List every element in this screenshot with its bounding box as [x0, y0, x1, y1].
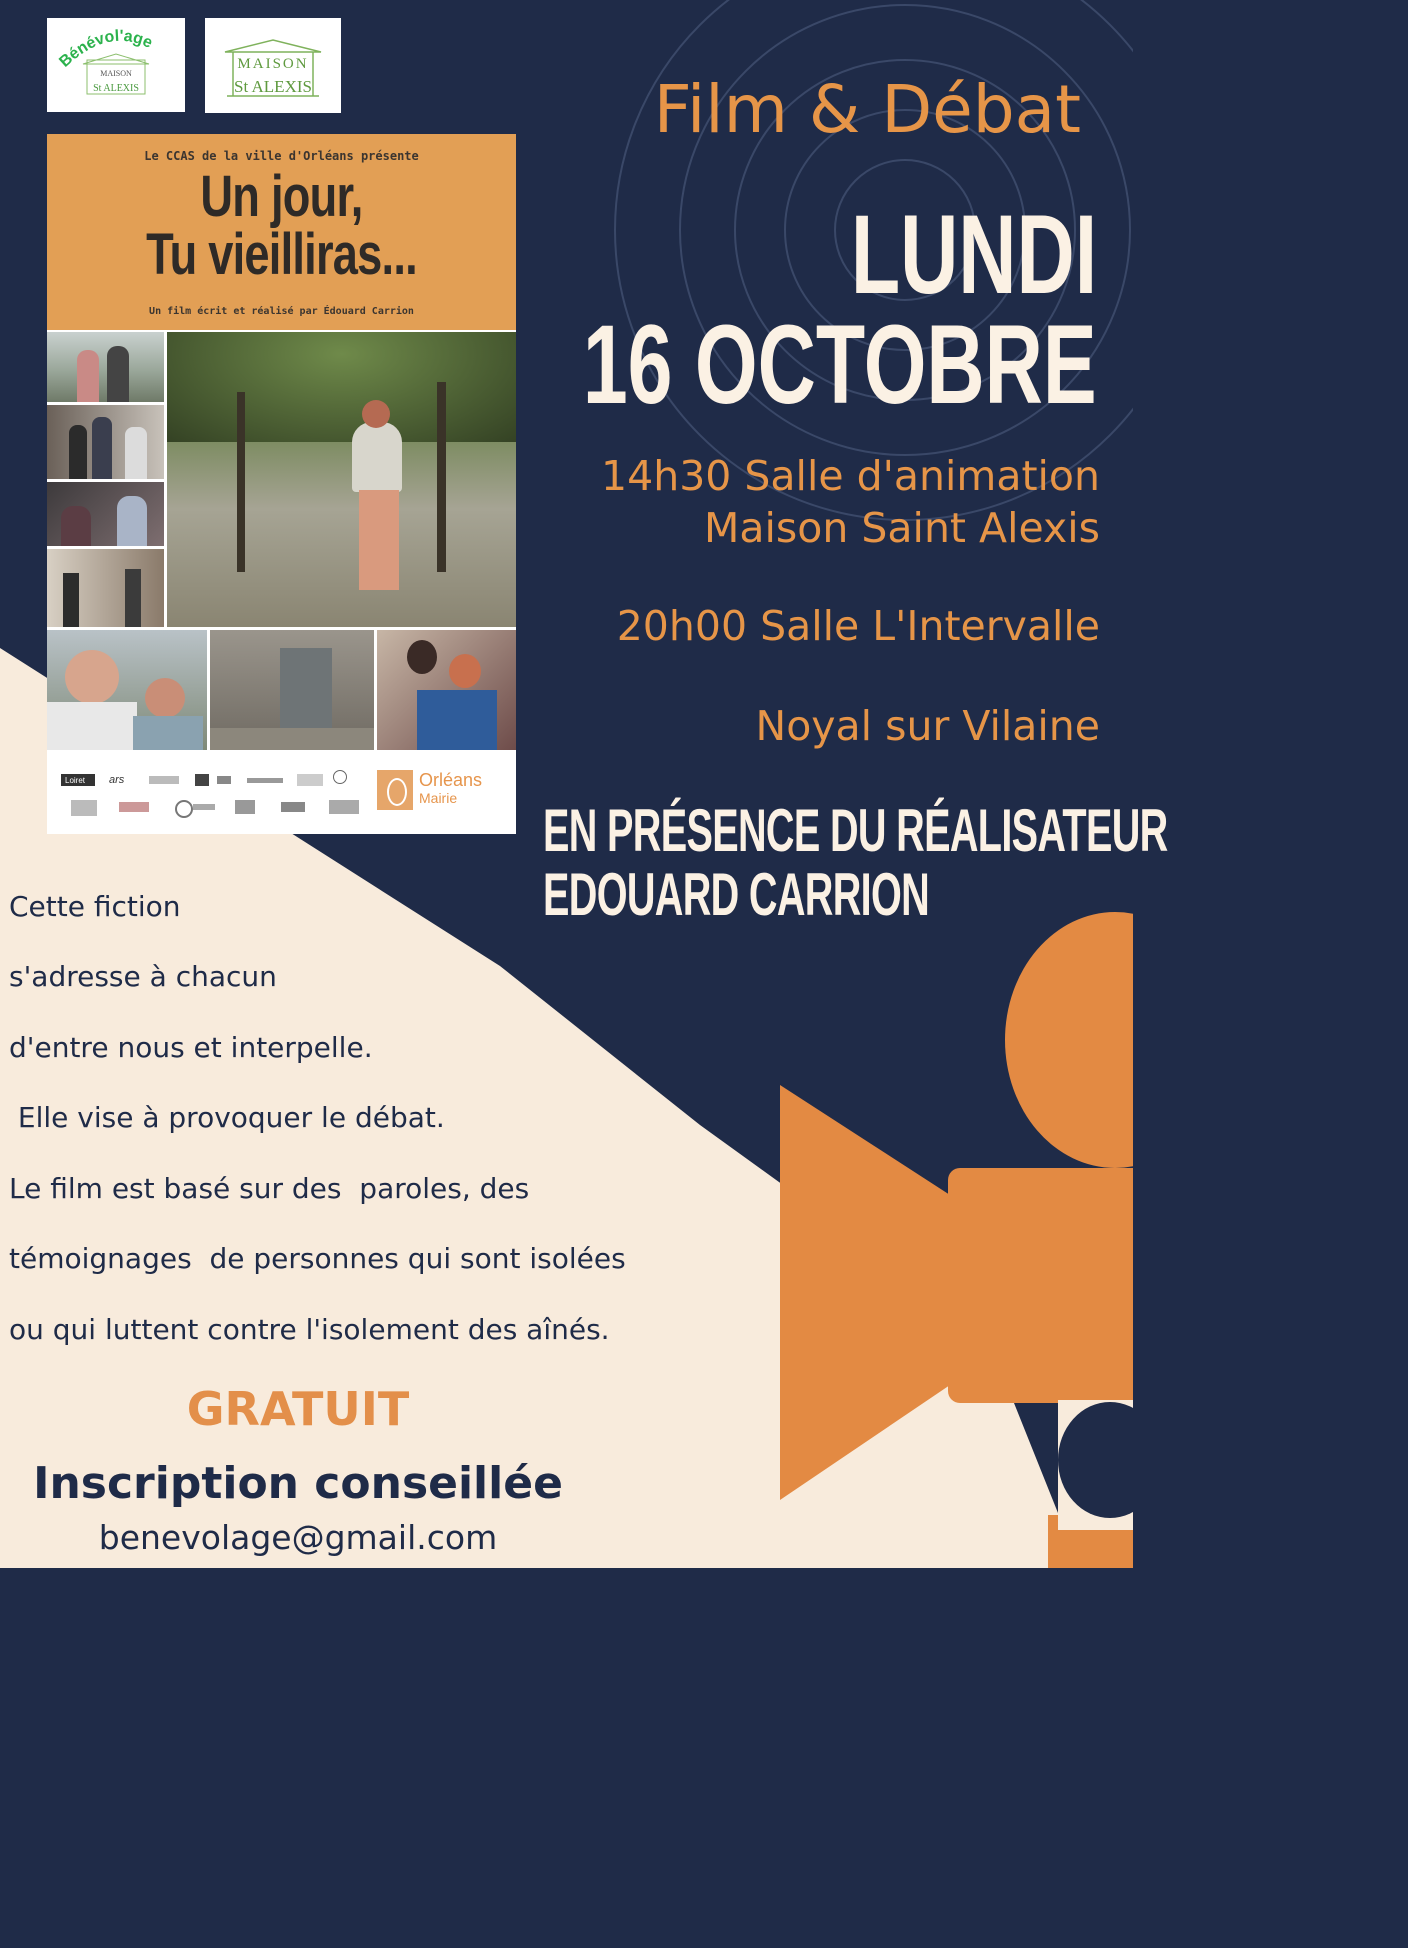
benevolage-maison-text: MAISON [100, 69, 132, 78]
film-poster [47, 134, 516, 834]
mairie-word: Mairie [419, 790, 458, 806]
session-1-venue: Maison Saint Alexis [704, 504, 1100, 552]
orleans-mairie-logo [377, 770, 507, 810]
maison-st-alexis-logo [205, 18, 341, 113]
event-date: 16 OCTOBRE [583, 302, 1097, 427]
poster-photo-3 [47, 482, 164, 546]
poster-main-photo [167, 332, 516, 627]
poster-photo-7 [377, 630, 516, 750]
benevolage-logo [47, 18, 185, 112]
poster-presenter: Le CCAS de la ville d'Orléans présente [144, 149, 419, 163]
registration-label: Inscription conseillée [33, 1458, 563, 1509]
poster-photo-1 [47, 332, 164, 402]
poster-photo-4 [47, 549, 164, 627]
presence-line-2: EDOUARD CARRION [543, 861, 930, 928]
description-line-3: d'entre nous et interpelle. [9, 1031, 373, 1064]
event-location: Noyal sur Vilaine [755, 702, 1100, 750]
benevolage-word: Bénévol'age [56, 27, 155, 71]
session-2: 20h00 Salle L'Intervalle [616, 602, 1100, 650]
poster-title-line1: Un jour, [200, 164, 363, 229]
poster-photo-5 [47, 630, 207, 750]
event-date-block [497, 192, 1097, 427]
session-1 [601, 450, 1100, 554]
maison-stalexis-text: St ALEXIS [234, 77, 312, 96]
description-line-2: s'adresse à chacun [9, 960, 277, 993]
event-heading: Film & Débat [653, 71, 1081, 148]
poster-title-line2: Tu vieilliras... [146, 222, 417, 287]
contact-email[interactable]: benevolage@gmail.com [98, 1518, 498, 1557]
description-line-1: Cette fiction [9, 890, 181, 923]
description-line-7: ou qui luttent contre l'isolement des aînés. [9, 1313, 610, 1346]
description-line-5: Le film est basé sur des paroles, des [9, 1172, 530, 1205]
orleans-word: Orléans [419, 770, 483, 790]
director-presence [543, 797, 1168, 930]
maison-word: MAISON [237, 56, 309, 72]
poster-photo-6 [210, 630, 374, 750]
poster-header [47, 134, 516, 330]
event-day: LUNDI [850, 192, 1097, 317]
poster-photo-2 [47, 405, 164, 479]
sponsor-logos [57, 770, 377, 828]
sponsor-loiret: Loiret [65, 776, 86, 785]
description-line-6: témoignages de personnes qui sont isolées [9, 1242, 626, 1275]
sponsor-ars: ars [109, 774, 125, 786]
benevolage-stalexis-text: St ALEXIS [93, 83, 139, 94]
presence-line-1: EN PRÉSENCE DU RÉALISATEUR [543, 797, 1168, 864]
poster-title [99, 164, 465, 287]
description-line-4: Elle vise à provoquer le débat. [9, 1101, 445, 1134]
poster-subtitle: Un film écrit et réalisé par Édouard Carrion [149, 306, 414, 317]
free-label: GRATUIT [186, 1382, 410, 1436]
session-1-time-room: 14h30 Salle d'animation [601, 452, 1100, 500]
